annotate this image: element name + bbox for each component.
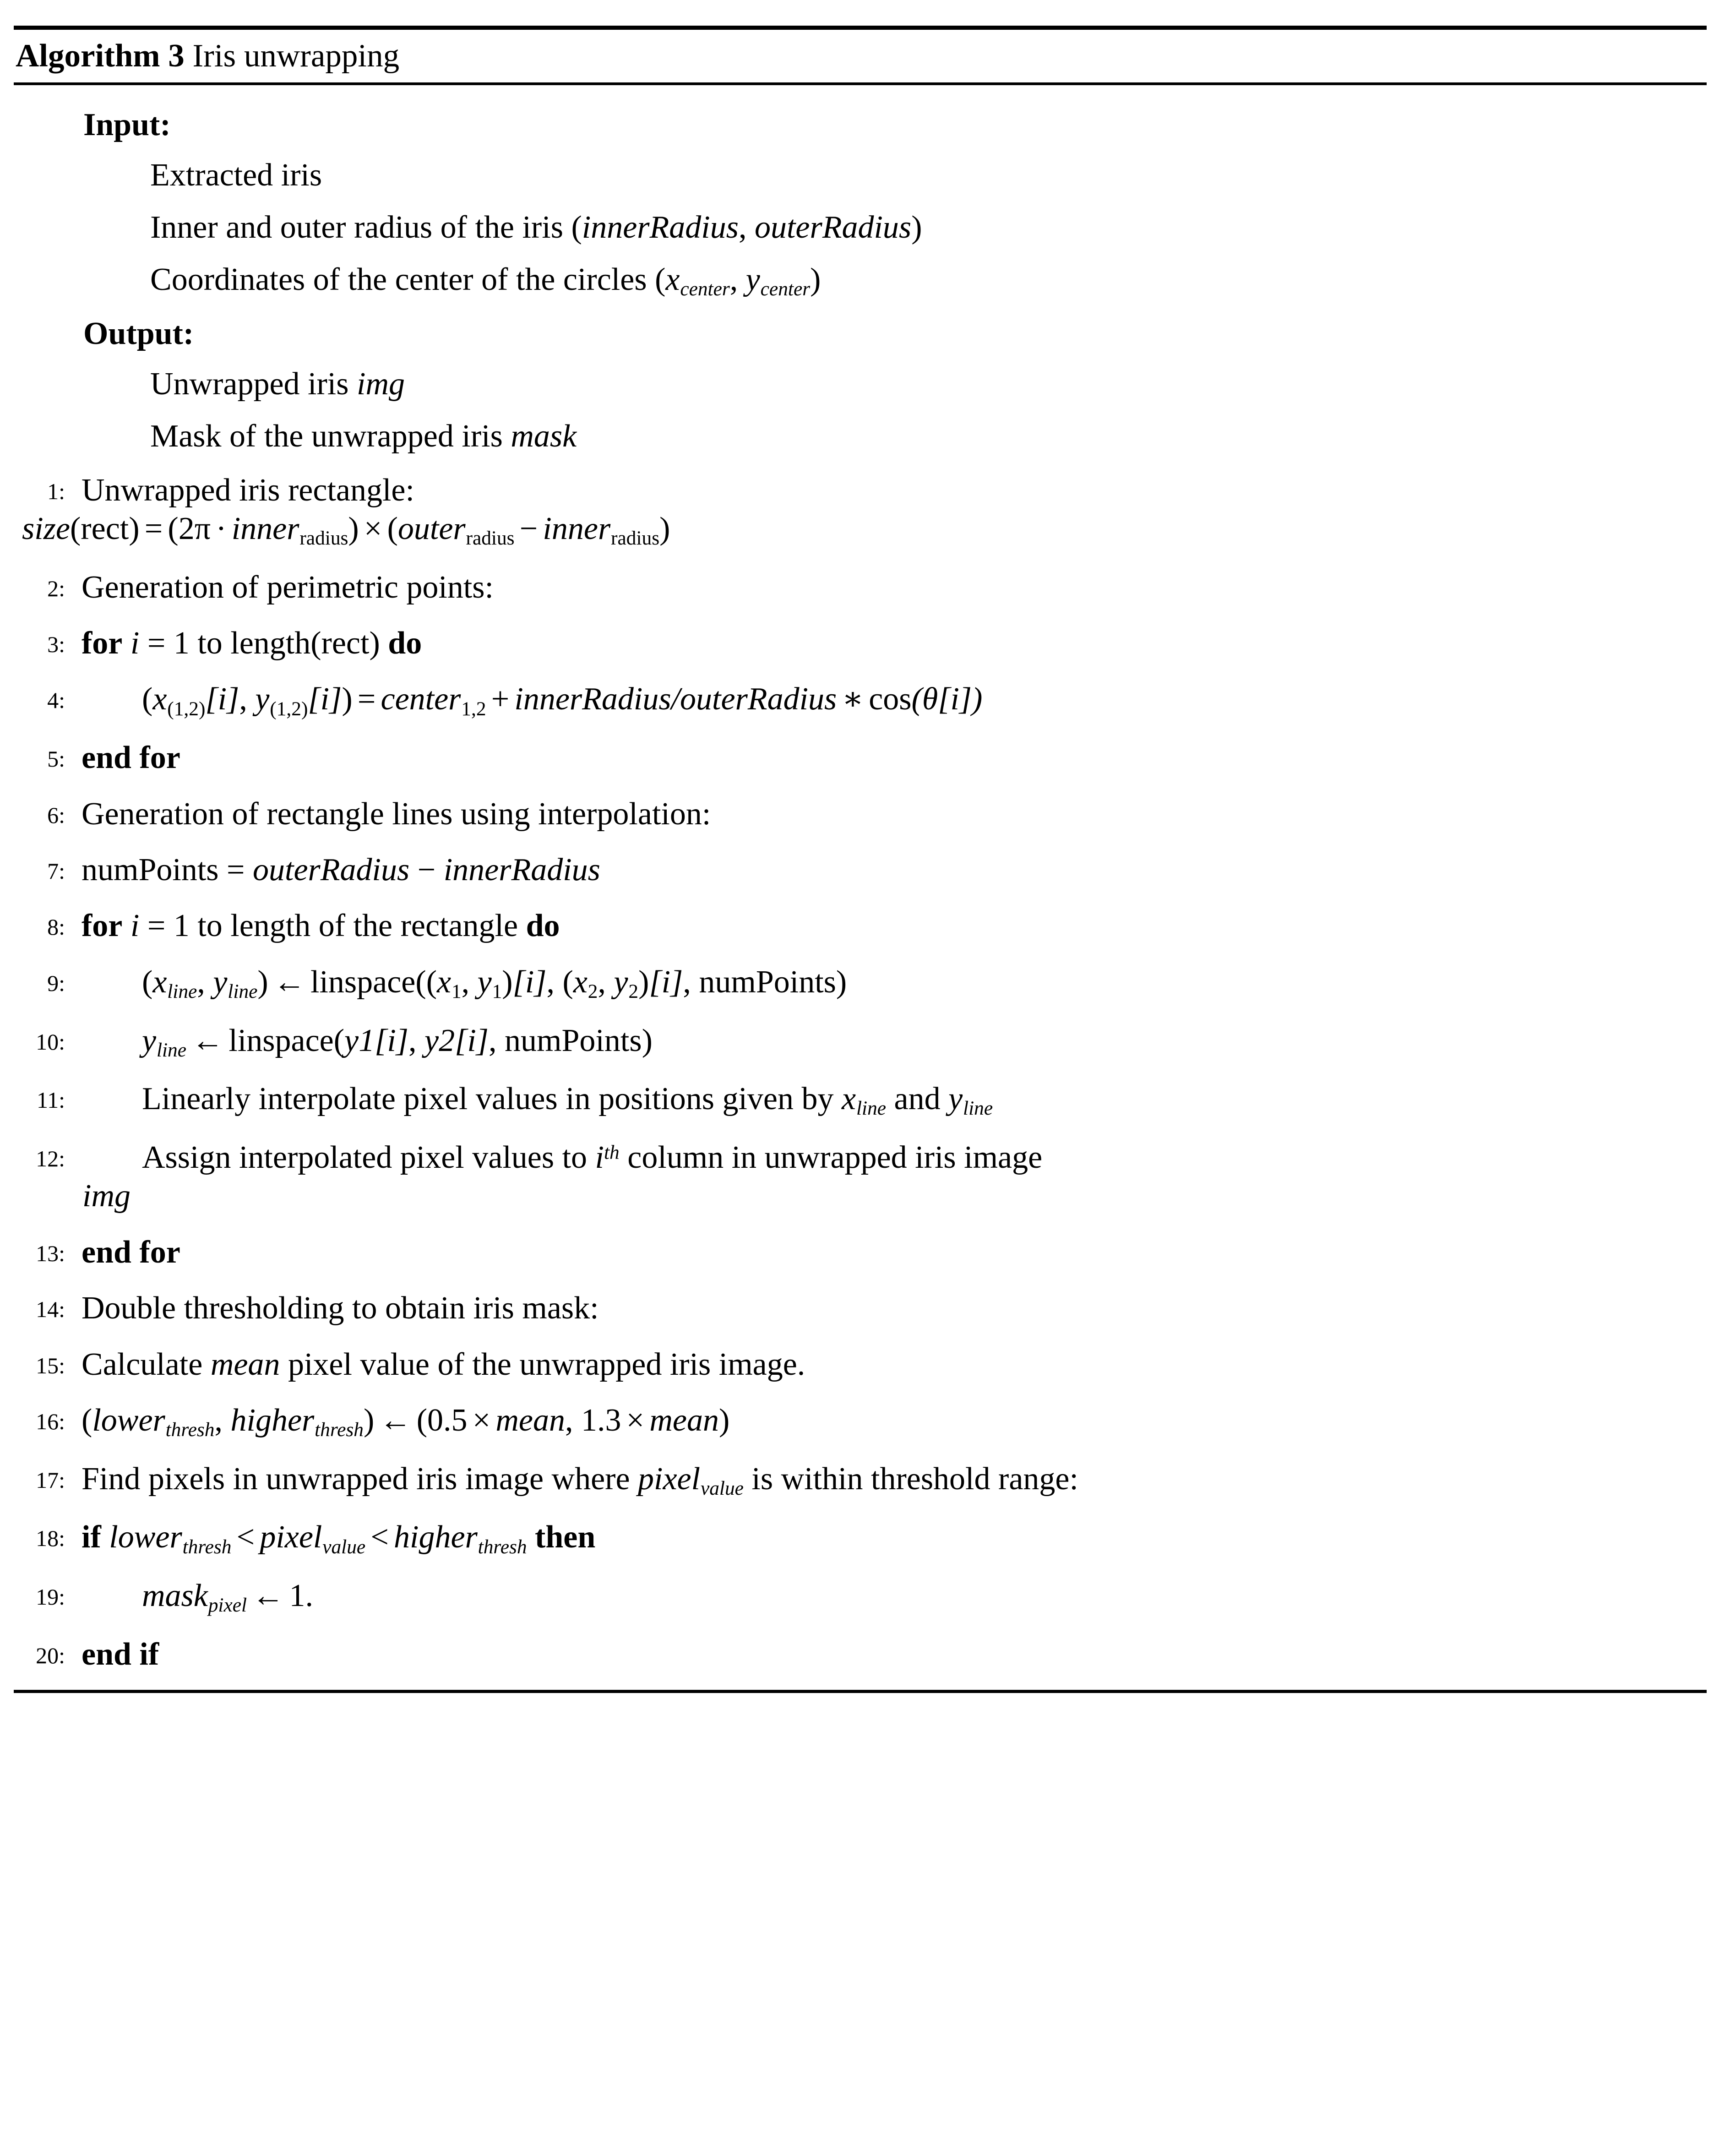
and-conjunction: and [886, 1081, 949, 1117]
algorithm-step-4 [0, 671, 1730, 730]
value-subscript: value [700, 1477, 744, 1499]
cos-function: cos [869, 681, 912, 717]
assigned-value: 1. [289, 1578, 313, 1614]
input-item-label: Coordinates of the center of the circles [150, 262, 655, 297]
step-number: 3: [47, 632, 65, 658]
x-symbol: x [152, 681, 167, 717]
algorithm-step-6 [0, 786, 1730, 842]
then-keyword: then [535, 1519, 596, 1555]
output-item-unwrapped-iris [150, 358, 1730, 410]
output-item-label: Mask of the unwrapped iris [150, 418, 511, 454]
algorithm-label: Algorithm 3 [16, 38, 185, 74]
if-keyword: if [82, 1519, 101, 1555]
lower-factor: 0.5 [427, 1402, 468, 1438]
y1-arg: y1[i] [344, 1023, 409, 1058]
algorithm-name: Iris unwrapping [192, 38, 400, 74]
y-line-subscript: line [228, 980, 258, 1002]
algorithm-step-7 [0, 842, 1730, 898]
step-body [65, 1519, 595, 1558]
x1-symbol: x [437, 964, 452, 1000]
output-item-label: Unwrapped iris [150, 366, 357, 402]
step-number: 20: [36, 1642, 65, 1668]
step-number: 14: [36, 1296, 65, 1323]
y-index: [i] [308, 681, 342, 717]
do-keyword: do [526, 908, 560, 944]
y-center-subscript: center [760, 278, 811, 300]
times-operator: × [364, 511, 382, 546]
loop-variable: i [130, 908, 140, 944]
step-body [65, 681, 982, 720]
mean-symbol: mean [649, 1402, 719, 1438]
y-symbol: y [142, 1023, 157, 1058]
equals-operator: = [144, 511, 163, 546]
radius-subscript: radius [611, 527, 660, 550]
step-1-formula [22, 511, 670, 550]
step-body: end for [82, 1234, 180, 1270]
step-17-lead: Find pixels in unwrapped iris image where [82, 1461, 638, 1497]
x-index: [i] [205, 681, 239, 717]
step-body [65, 1140, 1042, 1214]
two-pi-term: (2π [168, 511, 211, 546]
y-line-subscript: line [156, 1039, 187, 1061]
output-heading: Output: [83, 316, 194, 351]
input-item-label: Extracted iris [150, 158, 322, 193]
step-number: 5: [47, 746, 65, 772]
outer-radius-symbol: outerRadius [754, 210, 912, 245]
outer-term: outer [397, 511, 466, 546]
for-keyword: for [82, 908, 123, 944]
open-paren: ( [142, 681, 153, 717]
step-body [22, 472, 670, 550]
algorithm-step-13 [0, 1225, 1730, 1280]
step-number: 17: [36, 1467, 65, 1493]
step-15-tail: pixel value of the unwrapped iris image. [280, 1346, 805, 1382]
step-number: 8: [47, 914, 65, 940]
step-number: 2: [47, 575, 65, 601]
x-symbol: x [152, 964, 167, 1000]
radius-subscript: radius [466, 527, 515, 550]
y2-symbol: y [614, 964, 628, 1000]
step-body: Generation of rectangle lines using interpolation: [82, 796, 711, 832]
lower-symbol: lower [109, 1519, 182, 1555]
x1-subscript: 1 [451, 980, 462, 1002]
input-item-label: Inner and outer radius of the iris [150, 210, 571, 245]
step-number: 1: [47, 478, 65, 504]
algorithm-step-3 [0, 615, 1730, 671]
pixel-symbol: pixel [638, 1461, 701, 1497]
center-subscript: 1,2 [461, 697, 486, 720]
input-item-extracted-iris [150, 149, 1730, 201]
assign-arrow: ← [379, 1402, 412, 1438]
times-operator: × [472, 1402, 491, 1438]
step-body [65, 1578, 313, 1617]
algorithm-step-15 [0, 1337, 1730, 1393]
comma: , [239, 681, 256, 717]
close-paren: ) [342, 681, 353, 717]
radius-ratio: innerRadius/outerRadius [514, 681, 837, 717]
algorithm-step-10 [0, 1013, 1730, 1072]
less-than-operator: < [370, 1519, 389, 1555]
value-subscript: value [322, 1535, 366, 1558]
mask-symbol: mask [142, 1578, 208, 1614]
higher-factor: 1.3 [581, 1402, 621, 1438]
step-11-text: Linearly interpolate pixel values in positions given by [142, 1081, 842, 1117]
numpoints-arg: numPoints) [699, 964, 847, 1000]
algorithm-body [0, 85, 1730, 1687]
inner-radius-symbol: innerRadius [582, 210, 739, 245]
y-symbol: y [255, 681, 270, 717]
rect-arg: (rect) [70, 511, 140, 546]
higher-symbol: higher [230, 1402, 315, 1438]
higher-symbol: higher [394, 1519, 478, 1555]
y1-symbol: y [477, 964, 492, 1000]
mean-symbol: mean [495, 1402, 565, 1438]
step-number: 9: [47, 970, 65, 996]
index-1: [i] [512, 964, 547, 1000]
size-function: size [22, 511, 70, 546]
mean-symbol: mean [210, 1346, 280, 1382]
y-subscript: (1,2) [270, 697, 308, 720]
open-paren: ( [387, 511, 398, 546]
input-heading: Input: [83, 107, 171, 142]
close-paren: ) [348, 511, 359, 546]
y1-subscript: 1 [492, 980, 502, 1002]
pixel-symbol: pixel [260, 1519, 322, 1555]
step-body [65, 908, 560, 944]
x-line-subscript: line [856, 1097, 887, 1120]
do-keyword: do [388, 626, 422, 661]
algorithm-step-2 [0, 560, 1730, 615]
mask-symbol: mask [511, 418, 577, 454]
x-center-subscript: center [680, 278, 730, 300]
algorithm-step-16 [0, 1393, 1730, 1451]
loop-range: = 1 to length of the rectangle [147, 908, 518, 944]
step-body: ($x_{line}$, $y_{line}$) ← linspace((x1, y1)[i], (x2, y2)[i], numPoints) [142, 964, 847, 1002]
close-paren: ) [659, 511, 670, 546]
index-2: [i] [649, 964, 683, 1000]
step-body: Double thresholding to obtain iris mask: [82, 1290, 599, 1326]
plus-operator: + [491, 681, 510, 717]
assign-arrow: ← [191, 1023, 224, 1058]
step-body [65, 626, 422, 661]
algorithm-step-18 [0, 1509, 1730, 1568]
linspace-function: linspace(( [310, 964, 437, 1000]
step-number: 7: [47, 858, 65, 884]
inner-term: inner [543, 511, 611, 546]
algorithm-bottom-rule [14, 1690, 1707, 1693]
algorithm-top-rule [14, 26, 1707, 30]
assign-arrow: ← [273, 964, 305, 1000]
algorithm-title [0, 30, 1730, 82]
pixel-subscript: pixel [208, 1594, 247, 1617]
algorithm-step-12 [0, 1130, 1730, 1225]
y-symbol: y [213, 964, 228, 1000]
loop-variable: i [130, 626, 140, 661]
y-symbol: y [948, 1081, 963, 1117]
less-than-operator: < [236, 1519, 255, 1555]
algorithm-step-1 [0, 463, 1730, 560]
x-symbol: x [842, 1081, 856, 1117]
assign-arrow: ← [252, 1578, 284, 1614]
step-body: end if [82, 1636, 159, 1672]
numpoints-arg: numPoints) [505, 1023, 653, 1058]
i-symbol: i [595, 1140, 604, 1176]
th-superscript: th [604, 1141, 620, 1164]
algorithm-float [0, 26, 1730, 1693]
loop-range: = 1 to length(rect) [147, 626, 380, 661]
center-term: center [381, 681, 461, 717]
algorithm-step-20 [0, 1627, 1730, 1682]
step-body [65, 1347, 805, 1383]
x2-subscript: 2 [588, 980, 598, 1002]
y-symbol: y [745, 262, 760, 297]
step-body [65, 1461, 1078, 1500]
input-item-radii: Inner and outer radius of the iris (innerRadius, outerRadius) [150, 210, 922, 245]
step-number: 12: [36, 1146, 65, 1172]
step-number: 4: [47, 687, 65, 713]
numpoints-assign: numPoints = [82, 852, 253, 887]
step-number: 13: [36, 1240, 65, 1266]
algorithm-step-14 [0, 1280, 1730, 1336]
x2-symbol: x [573, 964, 588, 1000]
equals-operator: = [357, 681, 376, 717]
lower-symbol: lower [92, 1402, 165, 1438]
step-body: end for [82, 740, 180, 776]
step-12-text: Assign interpolated pixel values to [142, 1140, 595, 1176]
algorithm-step-8 [0, 898, 1730, 954]
y2-arg: y2[i] [424, 1023, 489, 1058]
step-1-text: Unwrapped iris rectangle: [82, 472, 414, 508]
img-symbol: img [357, 366, 405, 402]
cdot-operator: · [216, 511, 227, 546]
algorithm-step-17 [0, 1451, 1730, 1510]
outer-radius-symbol: outerRadius [253, 852, 410, 887]
higher-subscript: thresh [315, 1419, 364, 1441]
x-line-subscript: line [167, 980, 197, 1002]
step-body [65, 852, 600, 888]
algorithm-step-5 [0, 730, 1730, 786]
algorithm-step-11 [0, 1071, 1730, 1130]
asterisk-operator: ∗ [842, 681, 864, 717]
higher-subscript: thresh [478, 1535, 527, 1558]
img-symbol-continuation: img [82, 1178, 131, 1214]
step-number: 10: [36, 1029, 65, 1055]
step-body: $y_{line}$ ← linspace(y1[i], y2[i], numPoints) [142, 1023, 653, 1061]
step-number: 15: [36, 1352, 65, 1378]
step-number: 18: [36, 1525, 65, 1552]
step-number: 19: [36, 1584, 65, 1610]
step-number: 6: [47, 802, 65, 828]
algorithm-step-9 [0, 954, 1730, 1013]
x-symbol: x [665, 262, 680, 297]
lower-subscript: thresh [165, 1419, 215, 1441]
step-15-lead: Calculate [82, 1346, 211, 1382]
y-line-subscript: line [963, 1097, 993, 1120]
minus-operator: − [519, 511, 538, 546]
step-body [65, 1081, 993, 1120]
inner-radius-symbol: innerRadius [443, 852, 600, 887]
output-item-mask [150, 410, 1730, 463]
for-keyword: for [82, 626, 123, 661]
input-item-center-coords: Coordinates of the center of the circles ($x_{center}$, $y_{center}$) [150, 262, 821, 300]
algorithm-step-19 [0, 1568, 1730, 1627]
step-12-tail: column in unwrapped iris image [619, 1140, 1043, 1176]
linspace-function: linspace( [228, 1023, 345, 1058]
y2-subscript: 2 [628, 980, 639, 1002]
times-operator: × [626, 1402, 645, 1438]
minus-operator: − [409, 852, 444, 887]
step-number: 16: [36, 1408, 65, 1434]
radius-subscript: radius [299, 527, 348, 550]
x-subscript: (1,2) [167, 697, 206, 720]
step-body: Generation of perimetric points: [82, 569, 494, 605]
step-17-tail: is within threshold range: [743, 1461, 1078, 1497]
theta-arg: (θ[i]) [911, 681, 983, 717]
step-number: 11: [36, 1087, 65, 1113]
step-body: (lower$_{thresh}$, higher$_{thresh}$) ← (0.5 × mean, 1.3 × mean) [82, 1402, 730, 1441]
lower-subscript: thresh [182, 1535, 232, 1558]
inner-term: inner [231, 511, 299, 546]
